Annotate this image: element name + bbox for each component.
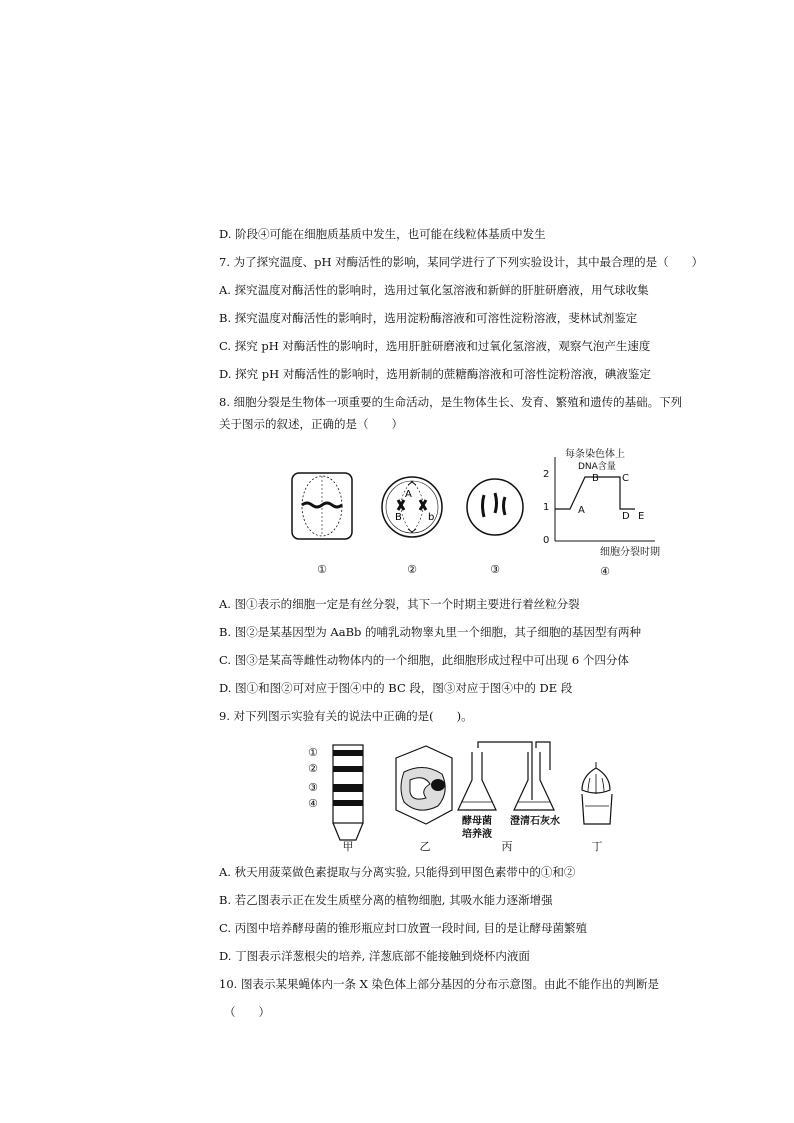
text-line: 9. 对下列图示实验有关的说法中正确的是( )。 <box>219 709 473 723</box>
flask-setup-diagram <box>458 742 554 810</box>
graph-point-label: A <box>578 505 585 516</box>
graph-tick: 1 <box>543 502 550 513</box>
text-line: 8. 细胞分裂是生物体一项重要的生命活动，是生物体生长、发育、繁殖和遗传的基础。下列 <box>219 395 683 409</box>
svg-text:B: B <box>395 512 402 523</box>
svg-text:A: A <box>405 489 412 500</box>
onion-beaker-diagram <box>582 762 612 824</box>
figure-cell-division <box>280 445 680 585</box>
band-label: ③ <box>308 781 318 794</box>
plant-cell-diagram <box>396 746 452 824</box>
text-line: C. 探究 pH 对酶活性的影响时，选用肝脏研磨液和过氧化氢溶液，观察气泡产生速度 <box>219 339 651 353</box>
graph-point-label: B <box>592 473 599 484</box>
graph-ylabel: 每条染色体上 <box>565 449 625 460</box>
svg-text:b: b <box>428 512 435 523</box>
figure-caption: 丙 <box>501 840 513 853</box>
text-line: 7. 为了探究温度、pH 对酶活性的影响，某同学进行了下列实验设计，其中最合理的是（ ） <box>219 255 704 269</box>
graph-point-label: D <box>622 511 630 522</box>
text-line: D. 阶段④可能在细胞质基质中发生，也可能在线粒体基质中发生 <box>219 227 546 241</box>
figure-caption: ① <box>317 563 327 576</box>
cell-1-diagram <box>292 473 352 539</box>
band-label: ④ <box>308 797 318 810</box>
text-line: D. 丁图表示洋葱根尖的培养, 洋葱底部不能接触到烧杯内液面 <box>219 949 530 963</box>
text-line: D. 图①和图②可对应于图④中的 BC 段，图③对应于图④中的 DE 段 <box>219 681 573 695</box>
text-line: B. 若乙图表示正在发生质壁分离的植物细胞, 其吸水能力逐渐增强 <box>219 893 553 907</box>
figure-caption: 乙 <box>419 840 431 853</box>
text-line: B. 探究温度对酶活性的影响时，选用淀粉酶溶液和可溶性淀粉溶液，斐林试剂鉴定 <box>219 311 638 325</box>
text-line: A. 探究温度对酶活性的影响时，选用过氧化氢溶液和新鲜的肝脏研磨液，用气球收集 <box>219 283 649 297</box>
text-line: B. 图②是某基因型为 AaBb 的哺乳动物睾丸里一个细胞，其子细胞的基因型有两种 <box>219 625 642 639</box>
text-line: 10. 图表示某果蝇体内一条 X 染色体上部分基因的分布示意图。由此不能作出的判断是 <box>219 977 659 991</box>
graph-xlabel: 细胞分裂时期 <box>600 547 660 558</box>
text-line: A. 图①表示的细胞一定是有丝分裂，其下一个时期主要进行着丝粒分裂 <box>219 597 580 611</box>
figure-caption: 丁 <box>591 840 603 853</box>
text-line: （ ） <box>224 1005 270 1019</box>
cell-2-diagram <box>382 477 442 537</box>
pigment-strip-diagram <box>333 745 363 840</box>
figure-caption: ③ <box>490 563 500 576</box>
figure-experiments <box>300 740 640 855</box>
flask-label: 澄清石灰水 <box>510 816 560 827</box>
flask-label: 酵母菌 <box>462 816 492 827</box>
figure-caption: ④ <box>600 565 610 578</box>
graph-ylabel-2: DNA含量 <box>578 462 616 472</box>
text-line: C. 图③是某高等雌性动物体内的一个细胞，此细胞形成过程中可出现 6 个四分体 <box>219 653 629 667</box>
figure-caption: ② <box>407 563 417 576</box>
band-label: ② <box>308 762 318 775</box>
graph-point-label: C <box>622 473 629 484</box>
band-label: ① <box>308 746 318 759</box>
text-line: 关于图示的叙述，正确的是（ ） <box>219 417 403 431</box>
graph-tick: 0 <box>543 535 550 546</box>
text-line: C. 丙图中培养酵母菌的锥形瓶应封口放置一段时间, 目的是让酵母菌繁殖 <box>219 921 588 935</box>
cell-3-diagram <box>467 479 523 535</box>
graph-point-label: E <box>638 511 645 522</box>
text-line: A. 秋天用菠菜做色素提取与分离实验, 只能得到甲图色素带中的①和② <box>219 865 576 879</box>
text-line: D. 探究 pH 对酶活性的影响时，选用新制的蔗糖酶溶液和可溶性淀粉溶液，碘液鉴定 <box>219 367 651 381</box>
figure-caption: 甲 <box>342 840 354 853</box>
graph-tick: 2 <box>543 469 550 480</box>
flask-label: 培养液 <box>462 829 492 840</box>
